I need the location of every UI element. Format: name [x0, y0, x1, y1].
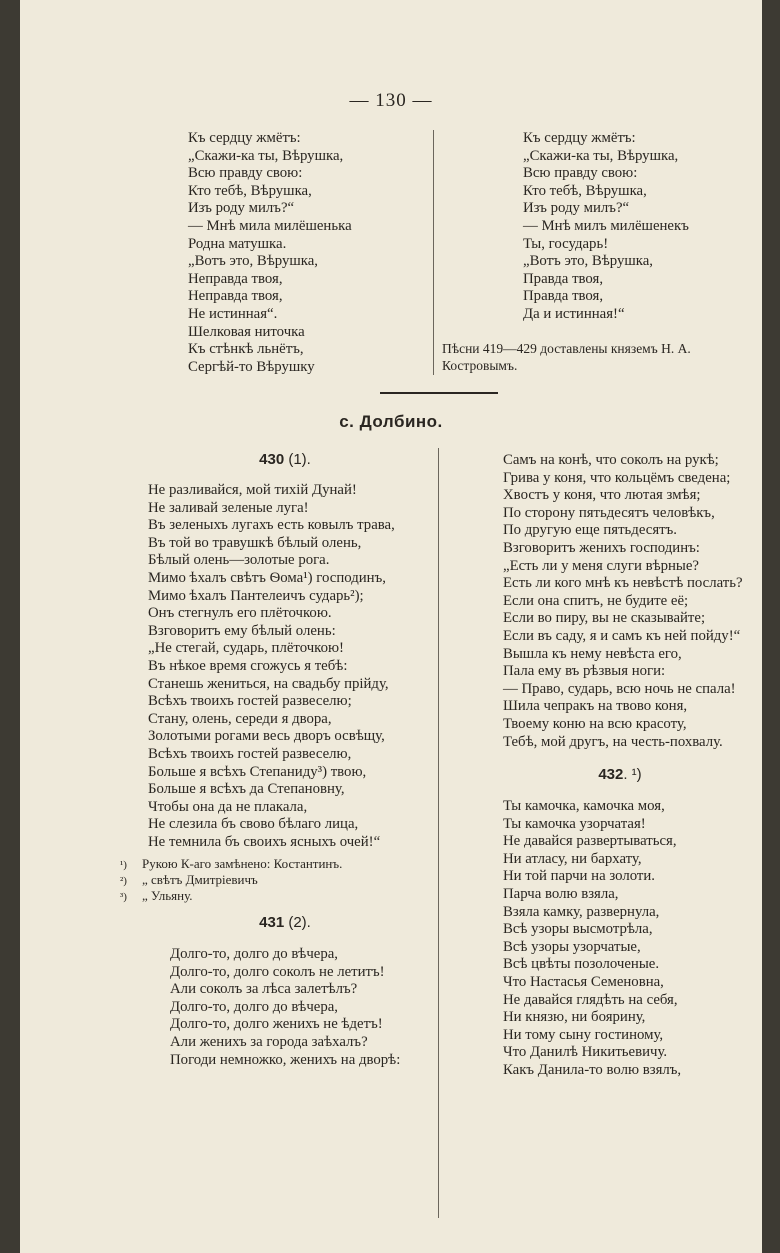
book-page [20, 0, 762, 1253]
verse-line: Долго-то, долго женихъ не ѣдетъ! [170, 1016, 383, 1033]
verse-line: Не разливайся, мой тихій Дунай! [148, 482, 357, 498]
verse-line: Парча волю взяла, [503, 885, 619, 902]
song-430-verse [148, 482, 395, 851]
verse-line: Правда твоя, [523, 288, 604, 305]
verse-line: „Вотъ это, Вѣрушка, [523, 253, 654, 270]
footnote-text: „ Ульяну. [142, 888, 193, 903]
verse-line: Грива у коня, что кольцёмъ сведена; [503, 469, 731, 486]
verse-line: Что Данилѣ Никитьевичу. [503, 1044, 668, 1061]
verse-line: Не давайся развертываться, [503, 833, 677, 850]
footnote-mark: ²) [120, 875, 127, 887]
song-430-number: 430 [259, 451, 285, 468]
verse-line: Всѣхъ твоихъ гостей развеселю, [148, 745, 352, 762]
verse-line: Родна матушка. [188, 235, 287, 252]
verse-line: — Мнѣ милъ милёшенекъ [523, 217, 689, 234]
verse-line: По другую еще пятьдесятъ. [503, 522, 677, 539]
top-left-verse [188, 130, 352, 376]
verse-line: Ты камочка узорчатая! [503, 815, 646, 832]
verse-line: Ты камочка, камочка моя, [503, 798, 665, 814]
verse-line: Больше я всѣхъ Степаниду³) твою, [148, 763, 367, 780]
verse-line: Да и истинная!“ [523, 305, 625, 322]
verse-line: Станешь жениться, на свадьбу прійду, [148, 675, 389, 692]
verse-line: Ни тому сыну гостиному, [503, 1026, 664, 1043]
verse-line: Ни той парчи на золоти. [503, 868, 655, 885]
verse-line: „Скажи-ка ты, Вѣрушка, [188, 147, 344, 164]
verse-line: Неправда твоя, [188, 270, 283, 287]
verse-line: — Мнѣ мила милёшенька [188, 217, 352, 234]
song-431-number: 431 [259, 914, 285, 931]
verse-line: Всѣ цвѣты позолоченые. [503, 956, 660, 973]
verse-line: Долго-то, долго до вѣчера, [170, 998, 339, 1015]
verse-line: Правда твоя, [523, 270, 604, 287]
verse-line: Къ стѣнкѣ льнётъ, [188, 341, 304, 358]
song-430-title [150, 451, 420, 468]
verse-line: Кто тебѣ, Вѣрушка, [188, 182, 312, 199]
section-rule [380, 392, 498, 394]
verse-line: Ни атласу, ни бархату, [503, 850, 642, 867]
verse-line: Неправда твоя, [188, 288, 283, 305]
footnote-text: „ свѣтъ Дмитріевичъ [142, 872, 258, 887]
verse-line: „Есть ли у меня слуги вѣрные? [503, 557, 699, 574]
verse-line: Вышла къ нему невѣста его, [503, 645, 682, 662]
footnote [120, 856, 342, 872]
verse-line: Не темнила бъ своихъ ясныхъ очей!“ [148, 833, 381, 850]
verse-line: — Право, сударь, всю ночь не спала! [503, 680, 736, 697]
verse-line: Не давайся глядѣть на себя, [503, 991, 678, 1008]
verse-line: Взяла камку, развернула, [503, 903, 660, 920]
verse-line: Пала ему въ рѣзвыя ноги: [503, 663, 666, 680]
verse-line: Мимо ѣхалъ Пантелеичъ сударь²); [148, 587, 364, 604]
verse-line: Сергѣй-то Вѣрушку [188, 358, 315, 375]
verse-line: Долго-то, долго до вѣчера, [170, 946, 339, 962]
verse-line: Что Настасья Семеновна, [503, 973, 664, 990]
verse-line: Если въ саду, я и самъ къ ней пойду!“ [503, 627, 741, 644]
verse-line: Долго-то, долго соколъ не летитъ! [170, 963, 385, 980]
verse-line: Изъ роду милъ?“ [523, 200, 630, 217]
verse-line: Чтобы она да не плакала, [148, 798, 308, 815]
verse-line: Не заливай зеленые луга! [148, 499, 309, 516]
verse-line: Не слезила бъ свово бѣлаго лица, [148, 816, 359, 833]
footnote [120, 888, 342, 904]
verse-line: Али соколъ за лѣса залетѣлъ? [170, 981, 358, 998]
verse-line: Ни князю, ни боярину, [503, 1009, 646, 1026]
songs-credit: Пѣсни 419—429 доставлены княземъ Н. А. Костровымъ. [442, 341, 691, 373]
verse-line: Тебѣ, мой другъ, на честь-похвалу. [503, 733, 723, 750]
verse-line: Золотыми рогами весь дворъ освѣщу, [148, 728, 385, 745]
footnote [120, 872, 342, 888]
verse-line: Самъ на конѣ, что соколъ на рукѣ; [503, 452, 719, 468]
song-432-verse [503, 798, 681, 1080]
verse-line: Стану, олень, середи я двора, [148, 710, 332, 727]
song-432-number: 432 [598, 766, 624, 783]
footnotes [120, 856, 342, 904]
verse-line: По сторону пятьдесятъ человѣкъ, [503, 504, 715, 521]
verse-line: Есть ли кого мнѣ къ невѣстѣ послать? [503, 575, 743, 592]
right-column-verse [503, 452, 743, 751]
top-column-divider [433, 130, 434, 375]
verse-line: Не истинная“. [188, 305, 278, 322]
verse-line: Въ зеленыхъ лугахъ есть ковылъ трава, [148, 517, 395, 534]
song-432-subtitle: . ¹) [623, 766, 642, 783]
verse-line: „Скажи-ка ты, Вѣрушка, [523, 147, 679, 164]
verse-line: Въ той во травушкѣ бѣлый олень, [148, 534, 362, 551]
verse-line: Твоему коню на всю красоту, [503, 715, 687, 732]
verse-line: Какъ Данила-то волю взялъ, [503, 1061, 682, 1078]
verse-line: Хвостъ у коня, что лютая змѣя; [503, 487, 701, 504]
verse-line: „Не стегай, сударь, плёточкою! [148, 640, 344, 657]
verse-line: „Вотъ это, Вѣрушка, [188, 253, 319, 270]
verse-line: Всѣхъ твоихъ гостей развеселю; [148, 693, 352, 710]
verse-line: Бѣлый олень—золотые рога. [148, 552, 330, 569]
verse-line: Взговоритъ ему бѣлый олень: [148, 622, 336, 639]
footnote-text: Рукою К-аго замѣнено: Костантинъ. [142, 856, 343, 871]
verse-line: Кто тебѣ, Вѣрушка, [523, 182, 647, 199]
page-number: — 130 — [349, 90, 433, 111]
verse-line: Ты, государь! [523, 235, 609, 252]
lower-column-divider [438, 448, 439, 1218]
verse-line: Мимо ѣхалъ свѣтъ Ѳома¹) господинъ, [148, 569, 386, 586]
verse-line: Шелковая ниточка [188, 323, 305, 340]
song-432-title [490, 766, 750, 783]
song-430-subtitle: (1). [284, 451, 311, 468]
footnote-mark: ³) [120, 891, 127, 903]
song-431-title [150, 914, 420, 931]
verse-line: Шила чепракъ на твово коня, [503, 698, 688, 715]
verse-line: Али женихъ за города заѣхалъ? [170, 1033, 368, 1050]
verse-line: Къ сердцу жмётъ: [523, 130, 636, 146]
footnote-mark: ¹) [120, 859, 127, 871]
verse-line: Въ нѣкое время сгожусь я тебѣ: [148, 657, 348, 674]
verse-line: Если она спитъ, не будите её; [503, 592, 689, 609]
verse-line: Взговоритъ женихъ господинъ: [503, 539, 700, 556]
verse-line: Всѣ узоры узорчатые, [503, 938, 641, 955]
top-right-verse [523, 130, 689, 324]
verse-line: Онъ стегнулъ его плёточкою. [148, 605, 332, 622]
section-title: с. Долбино. [339, 412, 443, 431]
verse-line: Всю правду свою: [523, 165, 638, 182]
verse-line: Если во пиру, вы не сказывайте; [503, 610, 706, 627]
verse-line: Къ сердцу жмётъ: [188, 130, 301, 146]
verse-line: Всѣ узоры высмотрѣла, [503, 921, 653, 938]
song-431-subtitle: (2). [284, 914, 311, 931]
song-431-verse [170, 946, 400, 1069]
verse-line: Изъ роду милъ?“ [188, 200, 295, 217]
verse-line: Больше я всѣхъ да Степановну, [148, 781, 345, 798]
verse-line: Погоди немножко, женихъ на дворѣ: [170, 1051, 401, 1068]
verse-line: Всю правду свою: [188, 165, 303, 182]
